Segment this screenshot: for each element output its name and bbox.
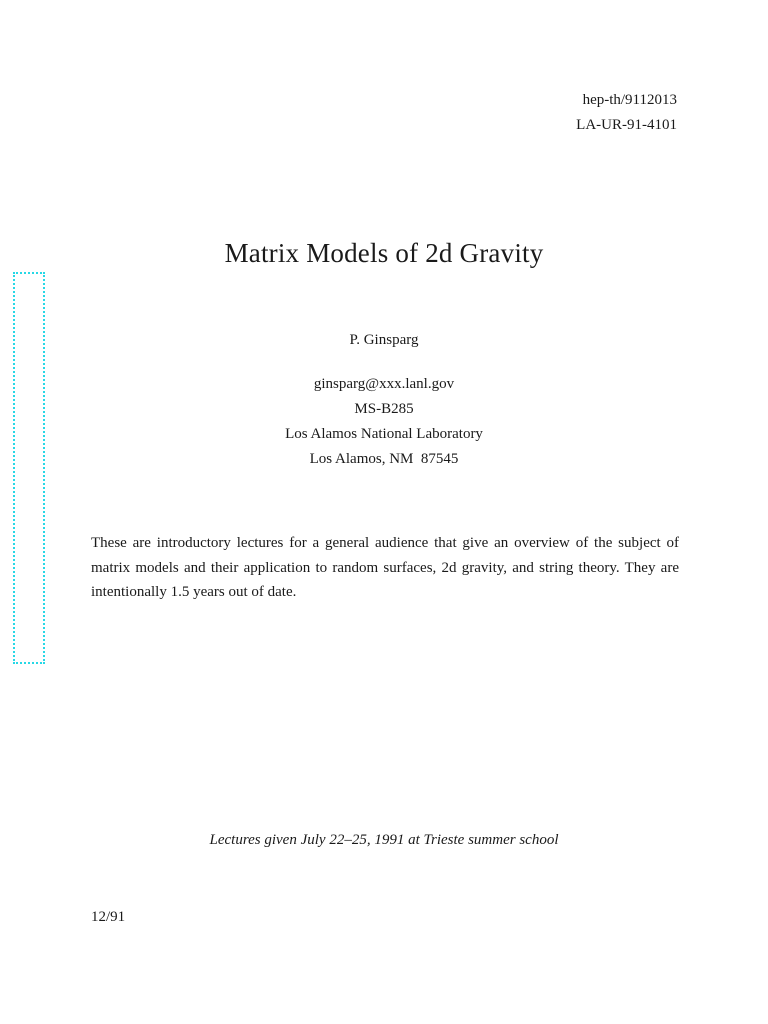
date: 12/91	[91, 909, 126, 925]
author-email[interactable]: ginsparg@xxx.lanl.gov	[313, 376, 455, 392]
report-identifiers	[576, 88, 677, 138]
lecture-note: Lectures given July 22–25, 1991 at Trieste summer school	[209, 832, 559, 848]
report-number: LA-UR-91-4101	[576, 117, 677, 133]
abstract-line: They are intentionally 1.5 years out of date.	[91, 559, 679, 600]
abstract-line: These are introductory lectures for a general audience that give an overview of the subject	[91, 535, 661, 551]
paper-title: Matrix Models of 2d Gravity	[224, 238, 544, 268]
mail-stop: MS-B285	[354, 401, 414, 417]
arxiv-id: hep-th/9112013	[582, 92, 677, 108]
author-name: P. Ginsparg	[349, 332, 419, 348]
address: Los Alamos, NM 87545	[309, 451, 459, 467]
abstract-line: of matrix models and their application to random surfaces, 2d gravity, and string theory.	[91, 535, 680, 576]
abstract	[91, 531, 679, 605]
institution: Los Alamos National Laboratory	[285, 426, 483, 442]
author-affiliation	[0, 372, 768, 472]
